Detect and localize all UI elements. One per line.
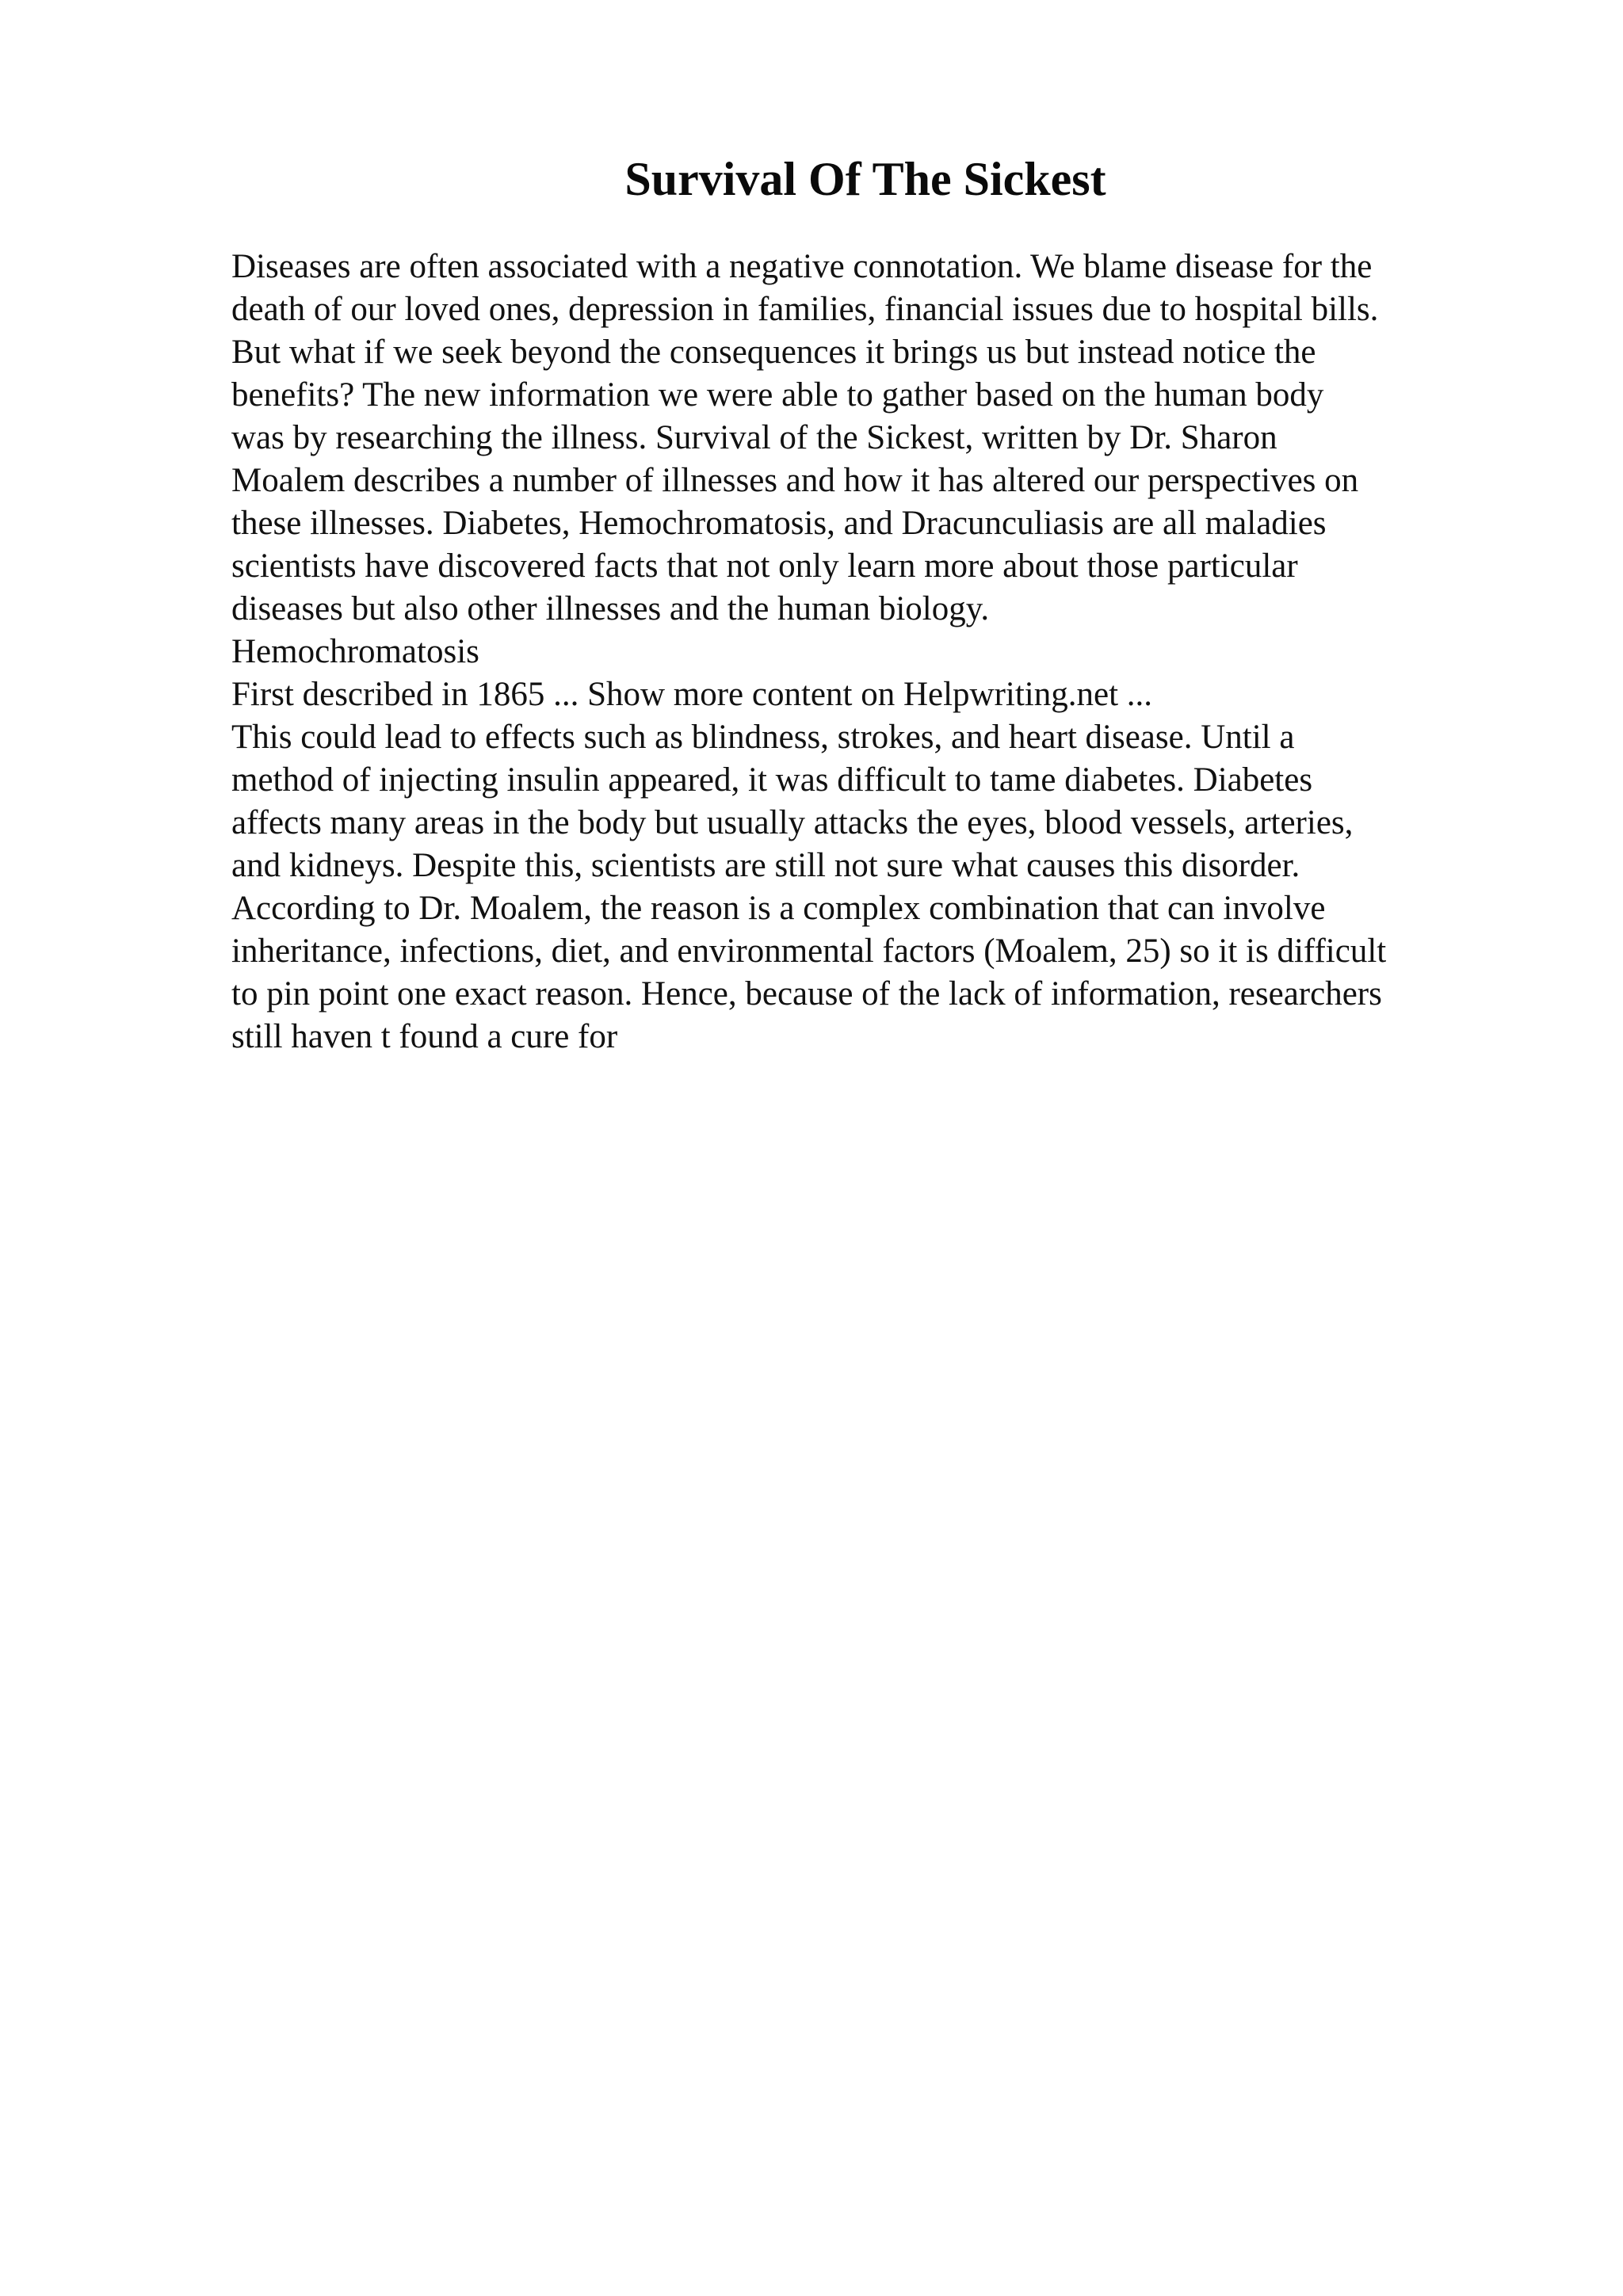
text-line: and kidneys. Despite this, scientists are still not sure what causes this disorder. [231, 847, 1300, 884]
text-line: diseases but also other illnesses and the human biology. [231, 590, 990, 627]
text-line: method of injecting insulin appeared, it was difficult to tame diabetes. Diabetes [231, 761, 1313, 799]
text-line: death of our loved ones, depression in families, financial issues due to hospital bills. [231, 291, 1379, 328]
intro-paragraph [231, 246, 1499, 631]
text-line: these illnesses. Diabetes, Hemochromatosis, and Dracunculiasis are all maladies [231, 505, 1327, 542]
body-paragraph [231, 716, 1499, 1058]
document-title: Survival Of The Sickest [624, 153, 1106, 205]
document-content [231, 151, 1499, 1058]
preview-paragraph [231, 673, 1499, 716]
text-line: benefits? The new information we were able to gather based on the human body [231, 376, 1324, 414]
text-line: But what if we seek beyond the consequences it brings us but instead notice the [231, 334, 1316, 371]
text-line: to pin point one exact reason. Hence, because of the lack of information, researchers [231, 975, 1382, 1013]
text-line: was by researching the illness. Survival of the Sickest, written by Dr. Sharon [231, 419, 1277, 456]
text-line: Diseases are often associated with a negative connotation. We blame disease for the [231, 248, 1373, 285]
subheading-hemochromatosis: Hemochromatosis [231, 633, 479, 670]
text-line: affects many areas in the body but usually attacks the eyes, blood vessels, arteries, [231, 804, 1354, 841]
text-line: inheritance, infections, diet, and environmental factors (Moalem, 25) so it is difficult [231, 933, 1387, 970]
section-heading [231, 631, 1499, 673]
text-line: According to Dr. Moalem, the reason is a complex combination that can involve [231, 890, 1326, 927]
show-more-line: First described in 1865 ... Show more content on Helpwriting.net ... [231, 676, 1153, 713]
text-line: still haven t found a cure for [231, 1018, 618, 1055]
text-line: Moalem describes a number of illnesses and how it has altered our perspectives on [231, 462, 1359, 499]
text-line: This could lead to effects such as blindness, strokes, and heart disease. Until a [231, 719, 1295, 756]
text-line: scientists have discovered facts that not only learn more about those particular [231, 547, 1298, 585]
